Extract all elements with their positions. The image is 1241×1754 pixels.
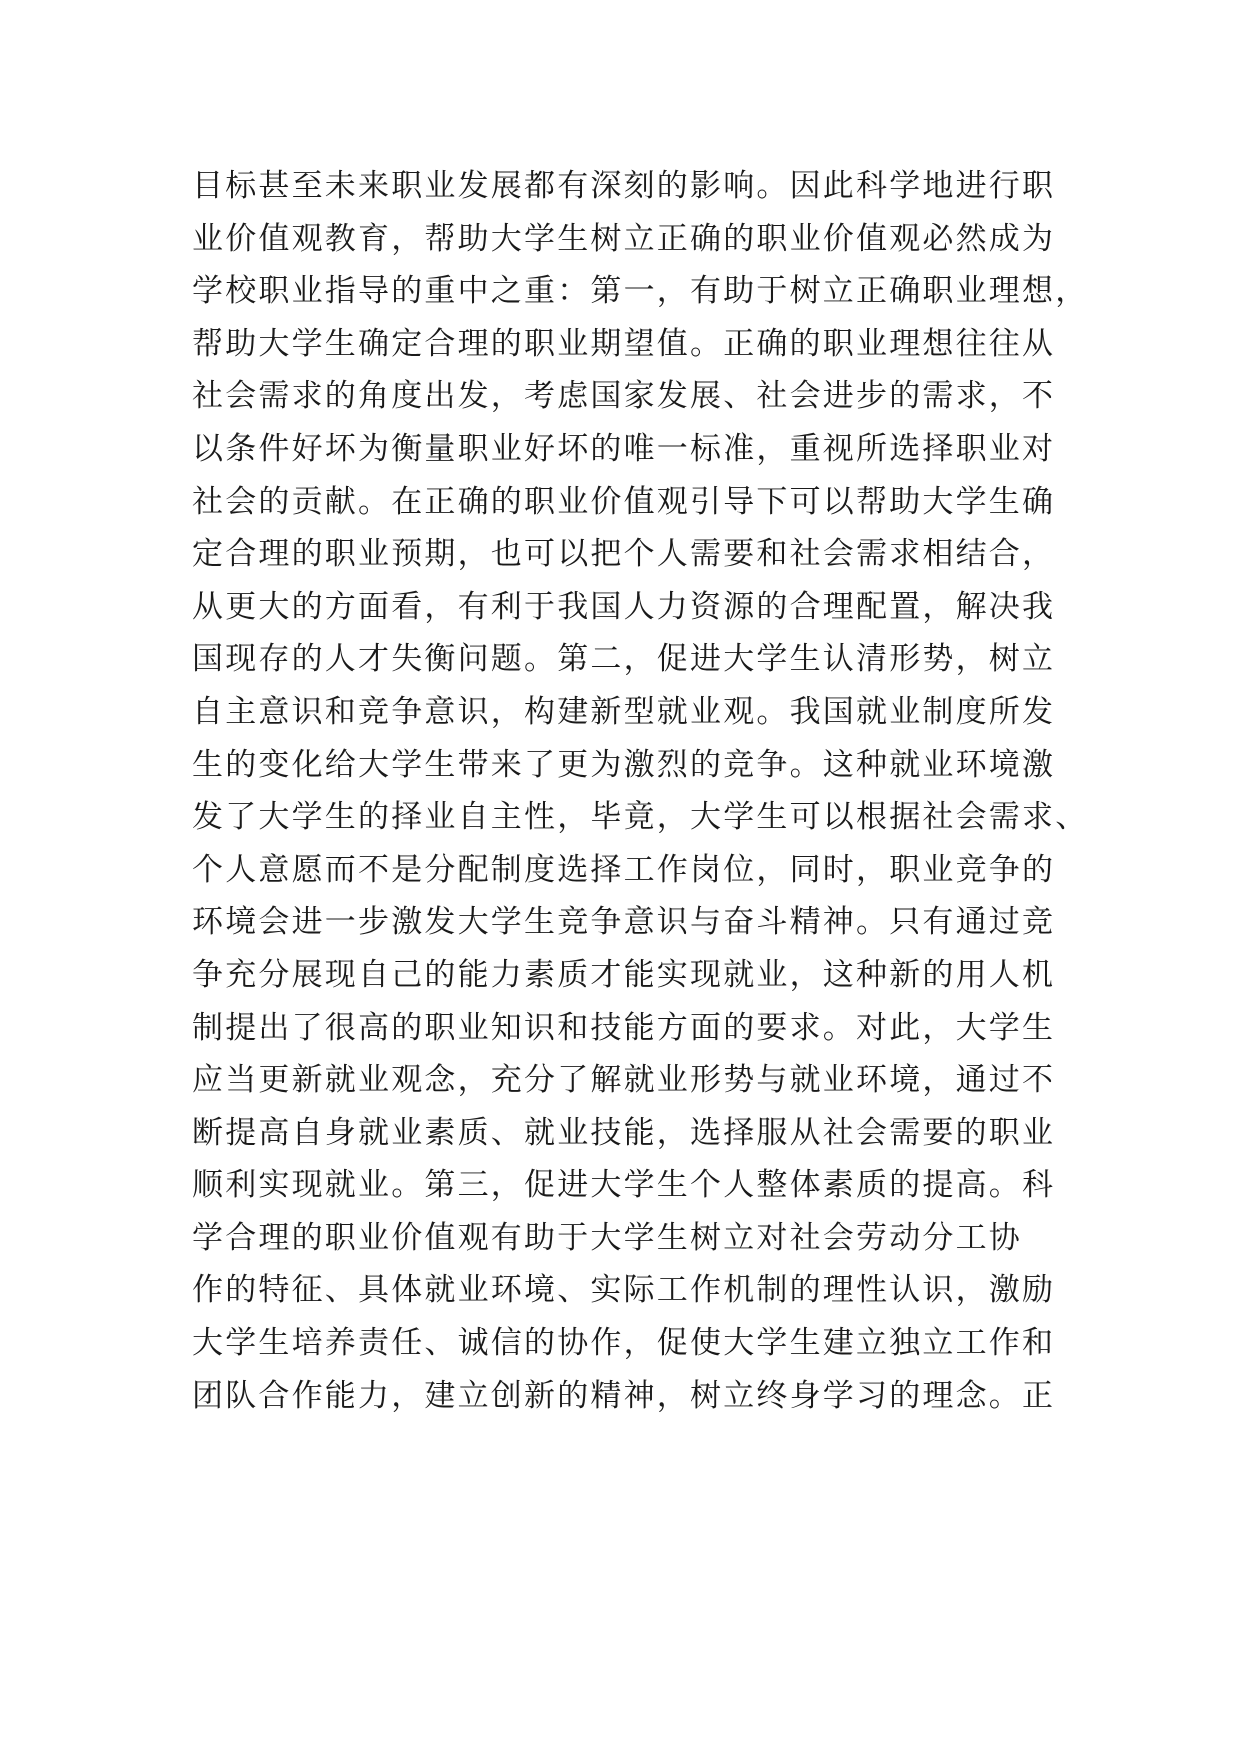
text-line: 业价值观教育，帮助大学生树立正确的职业价值观必然成为: [192, 220, 1056, 257]
text-line: 国现存的人才失衡问题。第二，促进大学生认清形势，树立: [192, 641, 1056, 678]
text-line: 定合理的职业预期，也可以把个人需要和社会需求相结合，: [192, 536, 1056, 573]
text-line: 环境会进一步激发大学生竞争意识与奋斗精神。只有通过竞: [192, 904, 1056, 941]
text-line: 社会的贡献。在正确的职业价值观引导下可以帮助大学生确: [192, 483, 1056, 520]
text-line: 大学生培养责任、诚信的协作，促使大学生建立独立工作和: [192, 1325, 1056, 1362]
text-line: 从更大的方面看，有利于我国人力资源的合理配置，解决我: [192, 588, 1056, 625]
text-line: 社会需求的角度出发，考虑国家发展、社会进步的需求，不: [192, 378, 1056, 415]
text-line: 自主意识和竞争意识，构建新型就业观。我国就业制度所发: [192, 693, 1056, 730]
body-text: [192, 160, 1089, 1422]
text-line: 制提出了很高的职业知识和技能方面的要求。对此，大学生: [192, 1009, 1056, 1046]
text-line: 目标甚至未来职业发展都有深刻的影响。因此科学地进行职: [192, 168, 1056, 204]
text-line: 个人意愿而不是分配制度选择工作岗位，同时，职业竞争的: [192, 851, 1056, 888]
text-line: 顺利实现就业。第三，促进大学生个人整体素质的提高。科: [192, 1167, 1056, 1204]
text-line: 学校职业指导的重中之重：第一，有助于树立正确职业理想，: [192, 273, 1089, 310]
text-line: 作的特征、具体就业环境、实际工作机制的理性认识，激励: [192, 1272, 1056, 1309]
text-line: 帮助大学生确定合理的职业期望值。正确的职业理想往往从: [192, 325, 1056, 362]
text-line: 学合理的职业价值观有助于大学生树立对社会劳动分工协: [192, 1219, 1022, 1256]
text-line: 团队合作能力，建立创新的精神，树立终身学习的理念。正: [192, 1377, 1056, 1414]
text-line: 断提高自身就业素质、就业技能，选择服从社会需要的职业: [192, 1114, 1056, 1151]
text-line: 应当更新就业观念，充分了解就业形势与就业环境，通过不: [192, 1062, 1056, 1099]
text-line: 以条件好坏为衡量职业好坏的唯一标准，重视所选择职业对: [192, 430, 1056, 467]
text-line: 发了大学生的择业自主性，毕竟，大学生可以根据社会需求、: [192, 799, 1089, 836]
text-line: 争充分展现自己的能力素质才能实现就业，这种新的用人机: [192, 956, 1056, 993]
text-line: 生的变化给大学生带来了更为激烈的竞争。这种就业环境激: [192, 746, 1056, 783]
